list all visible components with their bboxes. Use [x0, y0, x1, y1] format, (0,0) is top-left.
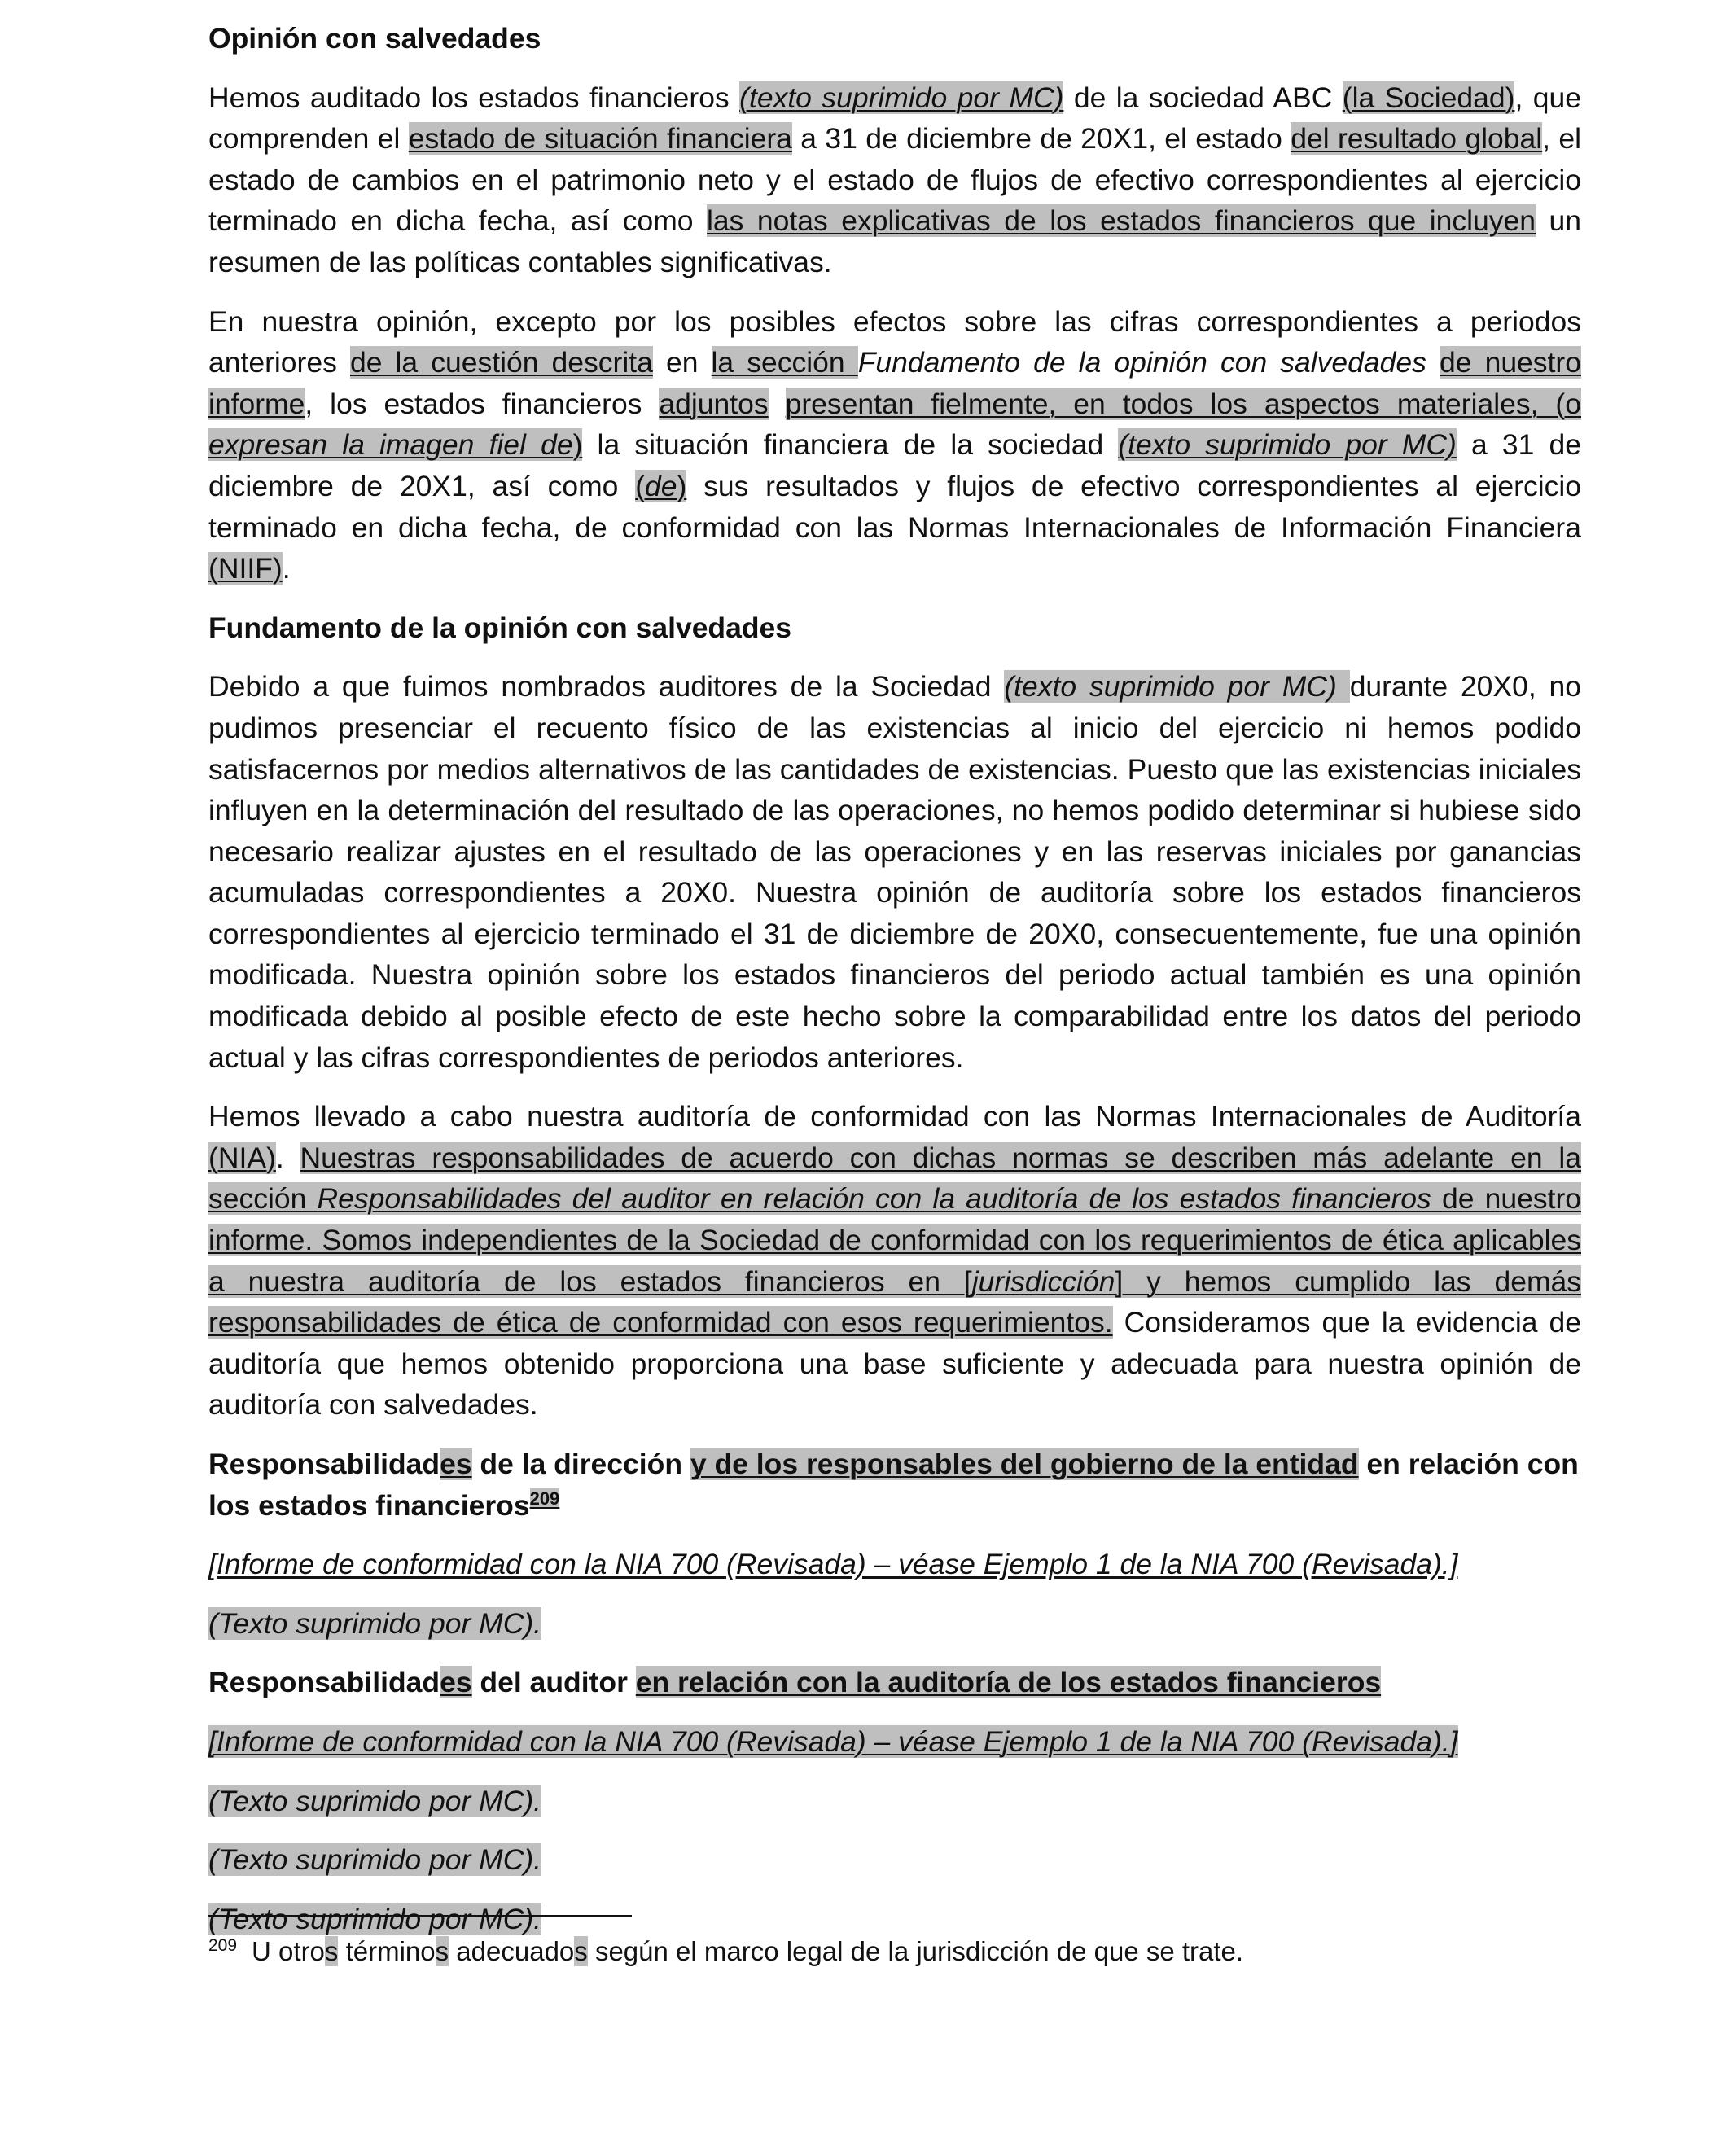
heading-auditor-responsibilities: Responsabilidades del auditor en relación con la auditoría de los estados financieros: [208, 1666, 1382, 1699]
revision-mark: s: [324, 1936, 339, 1966]
revision-mark: [Informe de conformidad con la NIA 700 (Revisada) – véase Ejemplo 1 de la NIA 700 (Revisada).]: [208, 1724, 1458, 1758]
revision-mark: ] y hemos cumplido las demás responsabilidades de ética de conformidad con esos requerimientos.: [208, 1264, 1582, 1339]
revision-mark: presentan fielmente, en todos los aspectos materiales, (o: [785, 387, 1581, 420]
revision-mark: (texto suprimido por MC): [1118, 428, 1457, 462]
revision-mark: (Texto suprimido por MC).: [208, 1843, 542, 1877]
revision-mark: de la cuestión descrita: [349, 346, 653, 379]
heading-opinion: Opinión con salvedades: [208, 22, 541, 55]
revision-mark: (NIIF): [208, 552, 283, 585]
line-informe-auditor: [208, 1721, 1581, 1763]
revision-mark: (: [635, 469, 646, 502]
line-suppressed-text: [208, 1839, 1581, 1881]
revision-mark: (Texto suprimido por MC).: [208, 1784, 542, 1817]
line-informe-management: [Informe de conformidad con la NIA 700 (Revisada) – véase Ejemplo 1 de la NIA 700 (Revisada).]: [208, 1548, 1458, 1581]
revision-mark: de nuestro informe: [208, 346, 1581, 420]
footnote: $^{209}$ U otros términos adecuados según el marco legal de la jurisdicción de que se trate.: [208, 1936, 1244, 1966]
line-suppressed-text: [208, 1603, 1581, 1645]
paragraph-basis: Debido a que fuimos nombrados auditores de la Sociedad (texto suprimido por MC) durante 20X0, no pudimos presenciar el recuento físico de las existencias al inicio del ejercicio ni hemos podido satisfacernos por medios alternativos de las cantidades de existencias. Puesto que las existencias iniciales influyen en la determinación del resultado de las operaciones, no hemos podido determinar si hubiese sido necesario realizar ajustes en el resultado de las operaciones y en las reservas iniciales por ganancias acumuladas correspondientes a 20X0. Nuestra opinión de auditoría sobre los estados financieros correspondientes al ejercicio terminado el 31 de diciembre de 20X0, consecuentemente, fue una opinión modificada. Nuestra opinión sobre los estados financieros del periodo actual también es una opinión modificada debido al posible efecto de este hecho sobre la comparabilidad entre los datos del periodo actual y las cifras correspondientes de periodos anteriores.: [208, 670, 1582, 1074]
revision-mark: las notas explicativas de los estados financieros que incluyen: [707, 204, 1536, 238]
revision-mark: (Texto suprimido por MC).: [208, 1902, 542, 1935]
revision-mark: estado de situación financiera: [408, 122, 792, 156]
line-suppressed-text: [208, 1781, 1581, 1822]
revision-mark: es: [440, 1666, 472, 1699]
revision-mark: adjuntos: [659, 387, 769, 420]
revision-mark: la sección: [711, 346, 858, 379]
revision-mark: de nuestro informe. Somos independientes de la Sociedad de conformidad con los requerimientos de ética aplicables a nuestra auditoría de los estados financieros en [: [208, 1182, 1582, 1298]
revision-mark: Responsabilidades del auditor en relación con la auditoría de los estados financieros: [317, 1182, 1431, 1216]
footnote-reference[interactable]: 209: [529, 1488, 560, 1509]
revision-mark: jurisdicción: [971, 1264, 1115, 1298]
revision-mark: del resultado global: [1291, 122, 1543, 156]
revision-mark: de: [645, 469, 677, 502]
revision-mark: (Texto suprimido por MC).: [208, 1606, 542, 1640]
revision-mark: (la Sociedad): [1342, 81, 1515, 114]
revision-mark: ): [572, 428, 583, 462]
revision-mark: (texto suprimido por MC): [739, 81, 1064, 114]
revision-mark: (NIA): [208, 1141, 276, 1174]
revision-mark: s: [574, 1936, 588, 1966]
revision-mark: es: [440, 1448, 472, 1480]
footnote-number: 209: [208, 1936, 238, 1955]
revision-mark: s: [435, 1936, 449, 1966]
revision-mark: (texto suprimido por MC): [1004, 670, 1350, 703]
heading-basis: Fundamento de la opinión con salvedades: [208, 611, 792, 644]
paragraph-opinion-body: En nuestra opinión, excepto por los posibles efectos sobre las cifras correspondientes a periodos anteriores de la cuestión descrita en la sección Fundamento de la opinión con salvedades de nuestro informe, los estados financieros adjuntos presentan fielmente, en todos los aspectos materiales, (o expresan la imagen fiel de) la situación financiera de la sociedad (texto suprimido por MC) a 31 de diciembre de 20X1, así como (de) sus resultados y flujos de efectivo correspondientes al ejercicio terminado en dicha fecha, de conformidad con las Normas Internacionales de Información Financiera (NIIF).: [208, 305, 1581, 585]
report-body: [208, 18, 1581, 1957]
revision-mark: ): [677, 469, 687, 502]
paragraph-standards: Hemos llevado a cabo nuestra auditoría de conformidad con las Normas Internacionales de Auditoría (NIA). Nuestras responsabilidades de acuerdo con dichas normas se describen más adelante en la sección Responsabilidades del auditor en relación con la auditoría de los estados financieros de nuestro informe. Somos independientes de la Sociedad de conformidad con los requerimientos de ética aplicables a nuestra auditoría de los estados financieros en [jurisdicción] y hemos cumplido las demás responsabilidades de ética de conformidad con esos requerimientos. Consideramos que la evidencia de auditoría que hemos obtenido proporciona una base suficiente y adecuada para nuestra opinión de auditoría con salvedades.: [208, 1100, 1582, 1422]
revision-mark: Nuestras responsabilidades de acuerdo con dichas normas se describen más adelante en la sección: [208, 1141, 1581, 1216]
revision-mark: expresan la imagen fiel de: [208, 428, 573, 462]
footnote-separator: [208, 1915, 632, 1917]
paragraph-opinion-scope: Hemos auditado los estados financieros (texto suprimido por MC) de la sociedad ABC (la Sociedad), que comprenden el estado de situación financiera a 31 de diciembre de 20X1, el estado del resultado global, el estado de cambios en el patrimonio neto y el estado de flujos de efectivo correspondientes al ejercicio terminado en dicha fecha, así como las notas explicativas de los estados financieros que incluyen un resumen de las políticas contables significativas.: [208, 81, 1582, 278]
heading-management-responsibilities: Responsabilidades de la dirección y de los responsables del gobierno de la entidad en relación con los estados financieros$^{209}$: [208, 1448, 1579, 1522]
revision-mark: en relación con la auditoría de los estados financieros: [635, 1666, 1382, 1699]
revision-mark: y de los responsables del gobierno de la entidad: [690, 1448, 1359, 1480]
